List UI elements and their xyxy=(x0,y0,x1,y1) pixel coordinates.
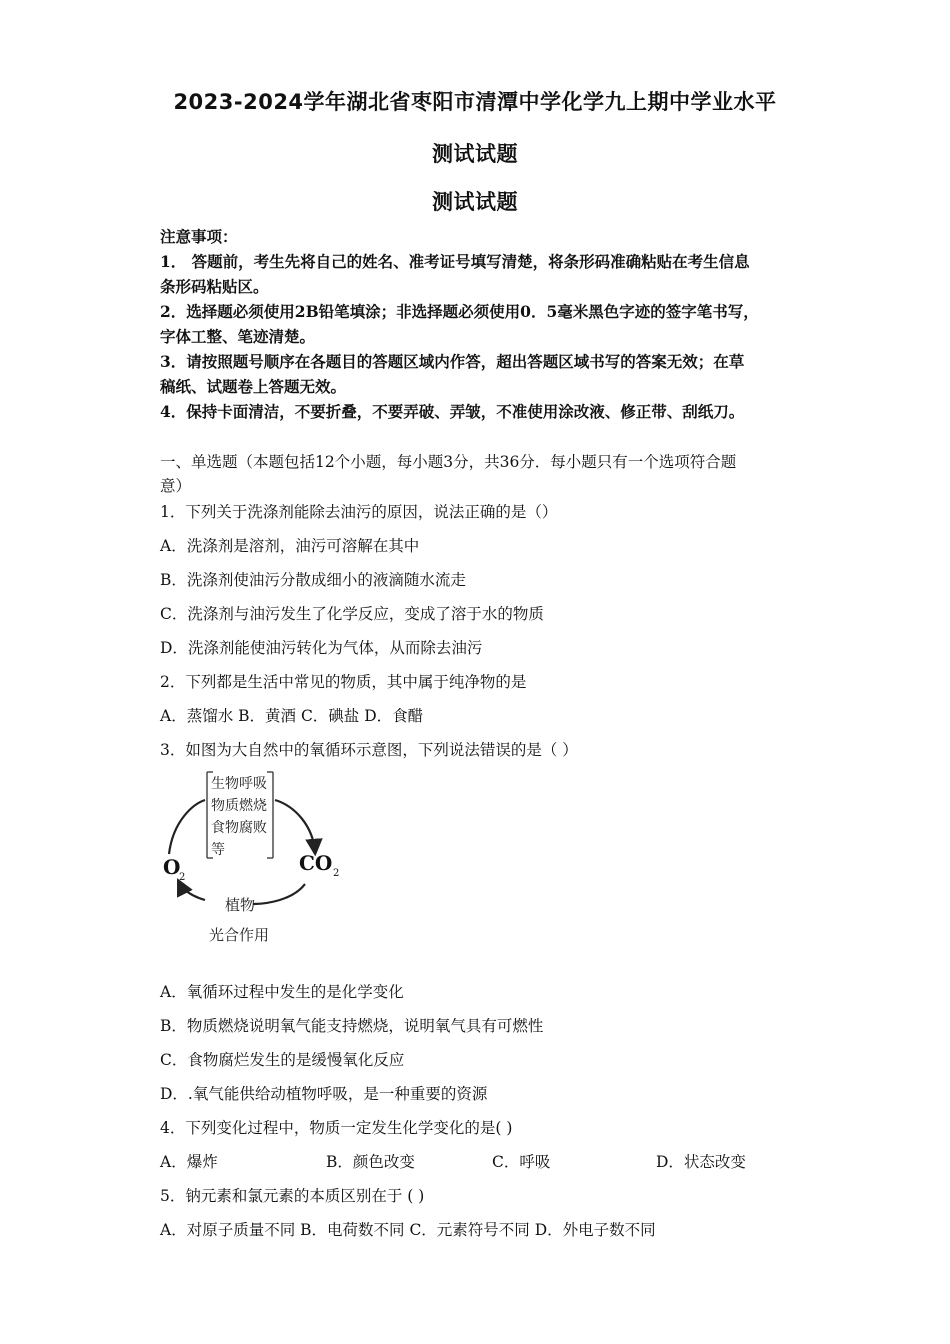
question-2-stem: 2．下列都是生活中常见的物质，其中属于纯净物的是 xyxy=(160,673,527,691)
question-5-stem: 5．钠元素和氯元素的本质区别在于 ( ) xyxy=(160,1187,425,1205)
o2-subscript: 2 xyxy=(179,872,186,883)
question-2-options: A．蒸馏水 B．黄酒 C．碘盐 D．食醋 xyxy=(160,707,424,725)
question-4-option-c: C．呼吸 xyxy=(492,1153,551,1171)
question-4-stem: 4．下列变化过程中，物质一定发生化学变化的是( ) xyxy=(160,1119,513,1137)
o2-label: O xyxy=(163,855,181,879)
arc-lower-left xyxy=(179,882,205,900)
box-line-2: 物质燃烧 xyxy=(211,798,267,814)
notice-item: 稿纸、试题卷上答题无效。 xyxy=(160,377,347,396)
question-1-stem: 1．下列关于洗涤剂能除去油污的原因，说法正确的是（） xyxy=(160,503,558,521)
co2-label: CO xyxy=(299,851,333,875)
plant-label: 植物 xyxy=(225,896,256,914)
notice-item: 条形码粘贴区。 xyxy=(160,277,269,296)
exam-title-line1: 2023-2024学年湖北省枣阳市清潭中学化学九上期中学业水平 xyxy=(173,90,777,114)
question-1-option-a: A．洗涤剂是溶剂，油污可溶解在其中 xyxy=(160,537,420,555)
photosynthesis-label: 光合作用 xyxy=(209,926,270,944)
notice-item: 2．选择题必须使用2B铅笔填涂；非选择题必须使用0．5毫米黑色字迹的签字笔书写， xyxy=(160,302,759,321)
question-1-option-b: B．洗涤剂使油污分散成细小的液滴随水流走 xyxy=(160,571,466,589)
question-1-option-c: C．洗涤剂与油污发生了化学反应，变成了溶于水的物质 xyxy=(160,605,544,623)
notice-heading: 注意事项： xyxy=(160,227,238,246)
question-3-option-d: D．.氧气能供给动植物呼吸，是一种重要的资源 xyxy=(160,1085,488,1103)
box-line-1: 生物呼吸 xyxy=(211,776,267,792)
notice-item: 1． 答题前，考生先将自己的姓名、准考证号填写清楚，将条形码准确粘贴在考生信息 xyxy=(160,252,750,271)
box-line-3: 食物腐败 xyxy=(211,820,267,836)
section-heading: 一、单选题（本题包括12个小题，每小题3分，共36分．每小题只有一个选项符合题 xyxy=(160,453,737,471)
question-1-option-d: D．洗涤剂能使油污转化为气体，从而除去油污 xyxy=(160,639,483,657)
question-4-option-b: B．颜色改变 xyxy=(326,1153,415,1171)
arc-upper-left xyxy=(169,800,205,854)
exam-title-line3: 测试试题 xyxy=(432,190,518,214)
arc-lower-right xyxy=(253,884,305,904)
section-heading-cont: 意） xyxy=(160,477,192,495)
question-3-option-c: C．食物腐烂发生的是缓慢氧化反应 xyxy=(160,1051,405,1069)
question-3-stem: 3．如图为大自然中的氧循环示意图，下列说法错误的是（ ） xyxy=(160,741,578,759)
notice-item: 4．保持卡面清洁，不要折叠，不要弄破、弄皱，不准使用涂改液、修正带、刮纸刀。 xyxy=(160,402,745,421)
exam-title-line2: 测试试题 xyxy=(432,142,518,166)
question-5-options: A．对原子质量不同 B．电荷数不同 C．元素符号不同 D．外电子数不同 xyxy=(160,1221,656,1239)
notice-item: 字体工整、笔迹清楚。 xyxy=(160,327,316,346)
co2-subscript: 2 xyxy=(333,868,340,879)
arc-upper-right xyxy=(275,800,315,852)
question-3-option-b: B．物质燃烧说明氧气能支持燃烧，说明氧气具有可燃性 xyxy=(160,1017,544,1035)
question-4-option-d: D．状态改变 xyxy=(656,1153,746,1171)
question-4-option-a: A．爆炸 xyxy=(160,1153,218,1171)
notice-item: 3．请按照题号顺序在各题目的答题区域内作答，超出答题区域书写的答案无效；在草 xyxy=(160,352,745,371)
box-line-4: 等 xyxy=(211,842,225,858)
oxygen-cycle-diagram xyxy=(155,766,365,956)
question-3-option-a: A．氧循环过程中发生的是化学变化 xyxy=(160,983,404,1001)
